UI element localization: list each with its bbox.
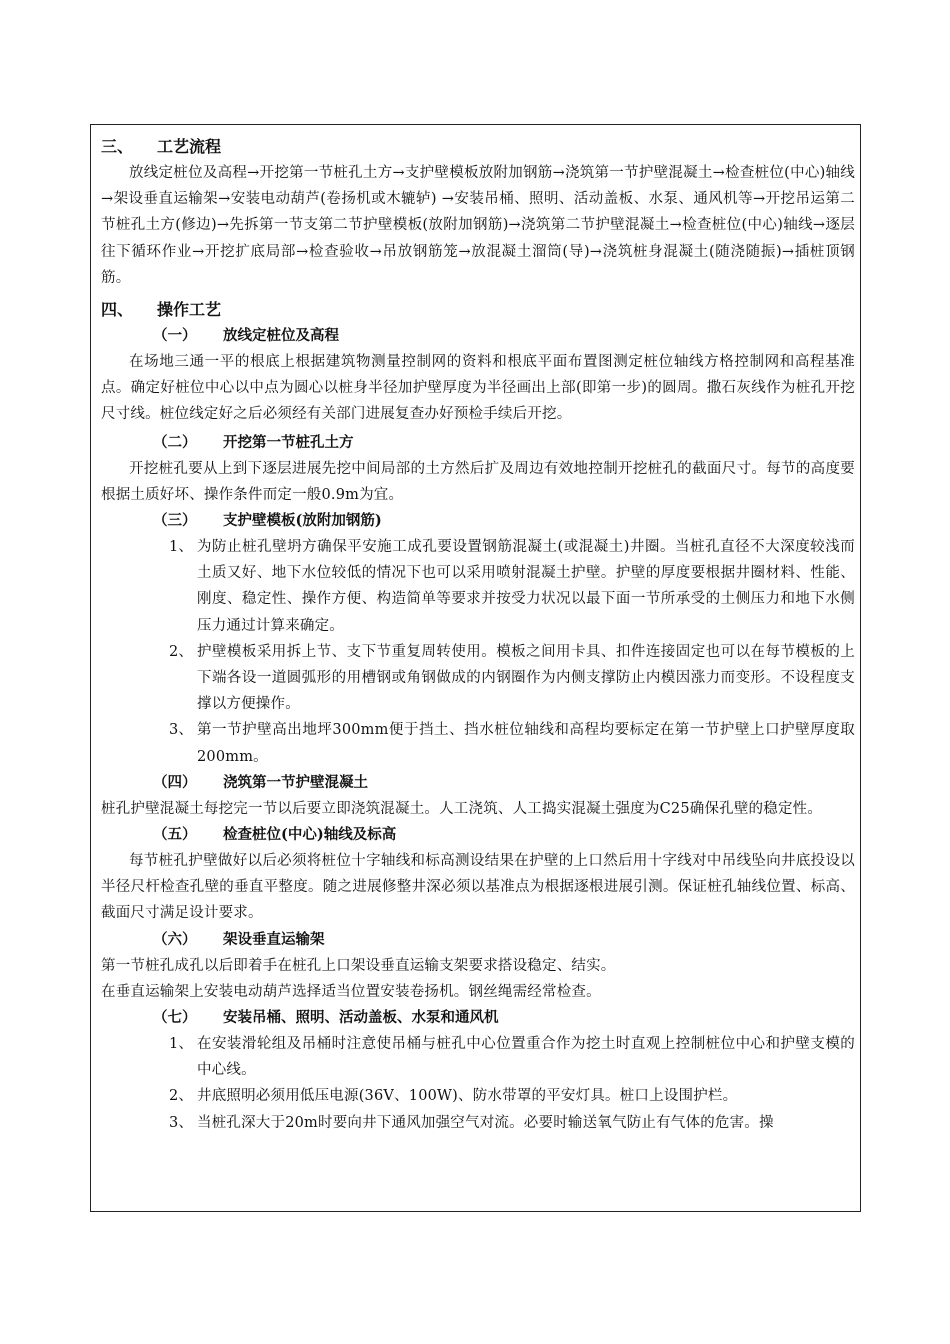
subsection-1-body: 在场地三通一平的根底上根据建筑物测量控制网的资料和根底平面布置图测定桩位轴线方格控制网和高程基准点。确定好桩位中心以中点为圆心以桩身半径加护壁厚度为半径画出上部(即第一步)的圆周。撒石灰线作为桩孔开挖尺寸线。桩位线定好之后必须经有关部门进展复查办好预检手续后开挖。	[101, 354, 855, 423]
subsection-7-heading	[101, 1005, 855, 1031]
list-item-text: 为防止桩孔壁坍方确保平安施工成孔要设置钢筋混凝土(或混凝土)井圈。当桩孔直径不大深度较浅而土质又好、地下水位较低的情况下也可以采用喷射混凝土护壁。护壁的厚度要根据井圈材料、性能、刚度、稳定性、操作方便、构造简单等要求并按受力状况以最下面一节所承受的土侧压力和地下水侧压力通过计算来确定。	[197, 539, 855, 634]
subsection-title: 架设垂直运输架	[223, 930, 325, 948]
list-item	[101, 1031, 855, 1083]
section-3-heading	[101, 134, 855, 160]
list-item	[101, 1110, 855, 1136]
list-item	[101, 639, 855, 718]
list-item-number: 2、	[169, 643, 194, 660]
subsection-title: 浇筑第一节护壁混凝土	[223, 773, 368, 791]
list-item-text: 在安装滑轮组及吊桶时注意使吊桶与桩孔中心位置重合作为挖土时直观上控制桩位中心和护壁支模的中心线。	[197, 1036, 855, 1079]
list-item-text: 护壁模板采用拆上节、支下节重复周转使用。模板之间用卡具、扣件连接固定也可以在每节模板的上下端各设一道圆弧形的用槽钢或角钢做成的内钢圈作为内侧支撑防止内模因涨力而变形。不设程度支撑以方便操作。	[197, 643, 855, 713]
list-item-text: 井底照明必须用低压电源(36V、100W)、防水带罩的平安灯具。桩口上设围护栏。	[197, 1088, 738, 1105]
subsection-4-body: 桩孔护壁混凝土每挖完一节以后要立即浇筑混凝土。人工浇筑、人工捣实混凝土强度为C25确保孔壁的稳定性。	[101, 800, 823, 817]
subsection-6-heading	[101, 927, 855, 953]
subsection-title: 安装吊桶、照明、活动盖板、水泵和通风机	[223, 1009, 499, 1027]
list-item-number: 3、	[169, 1114, 194, 1131]
subsection-5-heading	[101, 822, 855, 848]
subsection-number: （二）	[153, 433, 197, 451]
list-item	[101, 534, 855, 639]
subsection-6-body-1: 第一节桩孔成孔以后即着手在桩孔上口架设垂直运输支架要求搭设稳定、结实。	[101, 957, 616, 974]
section-3-body: 放线定桩位及高程→开挖第一节桩孔土方→支护壁模板放附加钢筋→浇筑第一节护壁混凝土→检查桩位(中心)轴线→架设垂直运输架→安装电动葫芦(卷扬机或木辘轳) →安装吊桶、照明、活动盖板、水泵、通风机等→开挖吊运第二节桩孔土方(修边)→先拆第一节支第二节护壁模板(放附加钢筋)→浇筑第二节护壁混凝土→检查桩位(中心)轴线→逐层往下循环作业→开挖扩底局部→检查验收→吊放钢筋笼→放混凝土溜筒(导)→浇筑桩身混凝土(随浇随振)→插桩顶钢筋。	[101, 165, 855, 286]
subsection-number: （一）	[153, 327, 197, 345]
list-item-text: 第一节护壁高出地坪300mm便于挡土、挡水桩位轴线和高程均要标定在第一节护壁上口护壁厚度取200mm。	[197, 722, 855, 765]
subsection-title: 放线定桩位及高程	[223, 327, 339, 345]
list-item-number: 2、	[169, 1088, 194, 1105]
subsection-number: （三）	[153, 512, 197, 530]
section-4-heading	[101, 297, 855, 323]
subsection-1-heading	[101, 323, 855, 349]
subsection-2-body: 开挖桩孔要从上到下逐层进展先挖中间局部的土方然后扩及周边有效地控制开挖桩孔的截面尺寸。每节的高度要根据土质好坏、操作条件而定一般0.9m为宜。	[101, 460, 855, 503]
list-item-number: 1、	[169, 1036, 194, 1053]
section-title: 工艺流程	[157, 137, 222, 156]
list-item-text: 当桩孔深大于20m时要向井下通风加强空气对流。必要时输送氧气防止有气体的危害。操	[197, 1114, 774, 1131]
section-title: 操作工艺	[157, 300, 222, 320]
document-content	[101, 134, 855, 1136]
subsection-2-heading	[101, 430, 855, 456]
document-frame	[90, 124, 861, 1212]
subsection-title: 检查桩位(中心)轴线及标高	[223, 826, 397, 844]
subsection-6-body-2: 在垂直运输架上安装电动葫芦选择适当位置安装卷扬机。钢丝绳需经常检查。	[101, 983, 601, 1000]
list-item-number: 3、	[169, 722, 194, 739]
subsection-3-heading	[101, 508, 855, 534]
subsection-number: （五）	[153, 826, 197, 844]
list-item	[101, 717, 855, 769]
list-item-number: 1、	[169, 539, 194, 556]
list-item	[101, 1083, 855, 1109]
subsection-number: （四）	[153, 773, 197, 791]
subsection-5-body: 每节桩孔护壁做好以后必须将桩位十字轴线和标高测设结果在护壁的上口然后用十字线对中吊线坠向井底投设以半径尺杆检查孔壁的垂直平整度。随之进展修整井深必须以基准点为根据逐根进展引测。保证桩孔轴线位置、标高、截面尺寸满足设计要求。	[101, 853, 855, 922]
subsection-4-heading	[101, 770, 855, 796]
subsection-title: 支护壁模板(放附加钢筋)	[223, 512, 382, 530]
subsection-title: 开挖第一节桩孔土方	[223, 433, 354, 451]
section-number: 三、	[101, 137, 134, 156]
subsection-number: （七）	[153, 1009, 197, 1027]
subsection-number: （六）	[153, 930, 197, 948]
section-number: 四、	[101, 300, 134, 320]
